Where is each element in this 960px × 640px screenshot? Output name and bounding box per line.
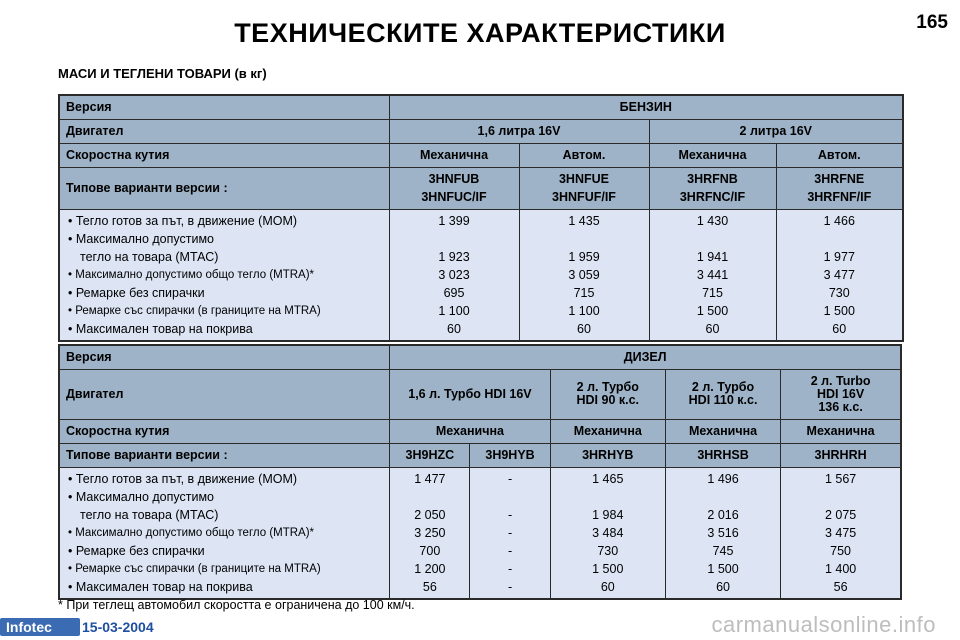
value-column: 1 477 2 050 3 250 700 1 200 56 <box>390 467 470 599</box>
diesel-data-body <box>59 467 901 599</box>
watermark: carmanualsonline.info <box>711 612 936 637</box>
value-column: 1 430 1 941 3 441 715 1 500 60 <box>649 209 776 341</box>
engine-cell: 1,6 литра 16V <box>389 119 649 143</box>
diesel-gearbox-row <box>59 419 901 443</box>
variant-cell: 3H9HZC <box>390 443 470 467</box>
value-column: 1 435 1 959 3 059 715 1 100 60 <box>519 209 649 341</box>
gearbox-cell: Автом. <box>776 143 903 167</box>
section-title: МАСИ И ТЕГЛЕНИ ТОВАРИ (в кг) <box>58 66 267 81</box>
diesel-spec-table <box>58 344 902 600</box>
row-labels: • Тегло готов за път, в движение (МОМ) • Максимално допустимо тегло на товара (МТАС) • Максимално допустимо общо тегло (MTRA)* • Ремарке без спирачки • Ремарке със спирачки (в границите на MTRA) • Максимален товар на покрива <box>59 209 389 341</box>
row-labels: • Тегло готов за път, в движение (МОМ) • Максимално допустимо тегло на товара (МТАС) • Максимално допустимо общо тегло (MTRA)* • Ремарке без спирачки • Ремарке със спирачки (в границите на MTRA) • Максимален товар на покрива <box>59 467 390 599</box>
version-label: Версия <box>59 345 390 369</box>
diesel-version-row <box>59 345 901 369</box>
value-column: - - - - - - <box>470 467 550 599</box>
fuel-type: БЕНЗИН <box>389 95 903 119</box>
variant-cell: 3HRHYB <box>550 443 665 467</box>
diesel-variant-row <box>59 443 901 467</box>
fuel-type: ДИЗЕЛ <box>390 345 901 369</box>
variants-label: Типове варианти версии : <box>59 167 389 209</box>
gearbox-label: Скоростна кутия <box>59 419 390 443</box>
value-column: 1 399 1 923 3 023 695 1 100 60 <box>389 209 519 341</box>
gearbox-label: Скоростна кутия <box>59 143 389 167</box>
variant-cell: 3HRFNE 3HRFNF/IF <box>776 167 903 209</box>
gearbox-cell: Механична <box>665 419 780 443</box>
gearbox-cell: Механична <box>389 143 519 167</box>
engine-cell: 1,6 л. Турбо HDI 16V <box>390 369 550 419</box>
page-number: 165 <box>916 12 948 33</box>
gearbox-cell: Механична <box>781 419 901 443</box>
variant-cell: 3HNFUE 3HNFUF/IF <box>519 167 649 209</box>
page-title: ТЕХНИЧЕСКИТЕ ХАРАКТЕРИСТИКИ <box>234 18 726 48</box>
variant-cell: 3H9HYB <box>470 443 550 467</box>
variant-cell: 3HRHSB <box>665 443 780 467</box>
gearbox-cell: Механична <box>390 419 550 443</box>
engine-cell: 2 литра 16V <box>649 119 903 143</box>
petrol-variant-row <box>59 167 903 209</box>
variants-label: Типове варианти версии : <box>59 443 390 467</box>
engine-label: Двигател <box>59 119 389 143</box>
value-column: 1 466 1 977 3 477 730 1 500 60 <box>776 209 903 341</box>
variant-cell: 3HRHRH <box>781 443 901 467</box>
footnote: * При теглещ автомобил скоростта е ограничена до 100 км/ч. <box>58 598 415 612</box>
version-label: Версия <box>59 95 389 119</box>
infotec-logo: Infotec <box>0 618 80 636</box>
variant-cell: 3HNFUB 3HNFUC/IF <box>389 167 519 209</box>
value-column: 1 567 2 075 3 475 750 1 400 56 <box>781 467 901 599</box>
gearbox-cell: Автом. <box>519 143 649 167</box>
gearbox-cell: Механична <box>550 419 665 443</box>
value-column: 1 496 2 016 3 516 745 1 500 60 <box>665 467 780 599</box>
engine-cell: 2 л. Turbo HDI 16V 136 к.с. <box>781 369 901 419</box>
petrol-engine-row <box>59 119 903 143</box>
petrol-data-body <box>59 209 903 341</box>
gearbox-cell: Механична <box>649 143 776 167</box>
engine-label: Двигател <box>59 369 390 419</box>
petrol-spec-table <box>58 94 904 342</box>
engine-cell: 2 л. Турбо HDI 110 к.с. <box>665 369 780 419</box>
value-column: 1 465 1 984 3 484 730 1 500 60 <box>550 467 665 599</box>
diesel-engine-row <box>59 369 901 419</box>
variant-cell: 3HRFNB 3HRFNC/IF <box>649 167 776 209</box>
print-date: 15-03-2004 <box>82 619 154 635</box>
petrol-gearbox-row <box>59 143 903 167</box>
engine-cell: 2 л. Турбо HDI 90 к.с. <box>550 369 665 419</box>
petrol-version-row <box>59 95 903 119</box>
